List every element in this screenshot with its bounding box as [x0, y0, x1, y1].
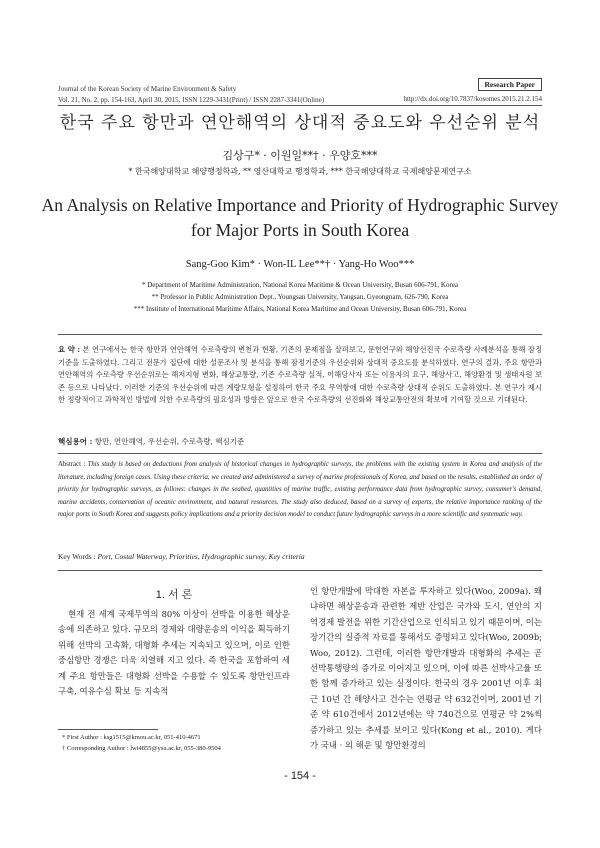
english-title	[0, 193, 600, 243]
body-left-column: 현재 전 세계 국제무역의 80% 이상이 선박을 이용한 해상운송에 의존하고 있다. 규모의 경제와 대량운송의 이익을 획득하기 위해 선박의 고속화, 대형화 추세는 지속되고 있으며, 이로 인한 중심항만 경쟁은 더욱 치열해 지고 있다. 즉 한국을 포함하여 세계 주요 항만들은 대형화 선박을 수용할 수 있도록 항만인프라 구축, 여유수심 확보 등 지속적	[58, 609, 290, 697]
korean-abstract-text: 본 연구에서는 한국 항만과 연안해역 수로측량의 변천과 현황, 기존의 문제점을 살펴보고, 문헌연구와 해양선진국 수로측량 사례분석을 통해 잠정기준을 도출하였다. 그리고 전문가 집단에 대한 설문조사 및 분석을 통해 잠정기준의 우선순위와 상대적 중요도를 분석하였다. 연구의 결과, 주요 항만과 연안해역의 수로측량 우선순위로는 해저지형 변화, 해상교통량, 기존 수로측량 실적, 이해당사자 또는 이용자의 요구, 해양사고, 해양환경 및 생태자원 보존 등으로 나타났다. 이러한 기준의 우선순위에 따른 계량모형을 설정하여 한국 주요 무역항에 대한 수로측량 상대적 순위도 도출하였다. 본 연구가 제시한 정량적이고 과학적인 방법에 의한 수로측량의 필요성과 방향은 앞으로 한국 수로측량의 선진화와 해상교통안전의 확보에 기여할 것으로 기대된다.	[58, 345, 542, 405]
page-number: - 154 -	[284, 770, 316, 782]
abstract-top-rule	[58, 334, 542, 335]
english-affiliation-3: *** Institute of International Maritime Affairs, National Korea Maritime and Ocean University, Busan 606-791, Korea	[133, 305, 467, 313]
doi-link[interactable]: http://dx.doi.org/10.7837/kosomes.2015.21.2.154	[403, 95, 542, 103]
research-paper-badge: Research Paper	[478, 78, 542, 91]
english-authors: Sang-Goo Kim* · Won-IL Lee**† · Yang-Ho Woo***	[185, 259, 415, 270]
journal-header	[58, 84, 324, 106]
english-affiliation-1: * Department of Maritime Administration, National Korea Maritime & Ocean University, Busan 606-791, Korea	[141, 281, 459, 289]
footnote-rule	[58, 729, 158, 730]
english-title-line1: An Analysis on Relative Importance and Priority of Hydrographic Survey	[41, 195, 559, 215]
korean-abstract	[58, 344, 542, 407]
english-abstract	[58, 459, 542, 522]
korean-title: 한국 주요 항만과 연안해역의 상대적 중요도와 우선순위 분석	[59, 113, 541, 133]
korean-abstract-label: 요 약 :	[58, 345, 81, 354]
english-abstract-label: Abstract :	[58, 461, 86, 468]
english-keywords-label: Key Words :	[58, 552, 96, 561]
section-heading: 1. 서 론	[155, 589, 193, 601]
korean-keywords-text: 항만, 연안해역, 우선순위, 수로측량, 핵심기준	[94, 437, 245, 446]
volume-info: Vol. 21, No. 2, pp. 154-163, April 30, 2015, ISSN 1229-3431(Print) / ISSN 2287-3341(Online)	[58, 96, 325, 104]
korean-affiliations: * 한국해양대학교 해양행정학과, ** 영산대학교 행정학과, *** 한국해양대학교 국제해양문제연구소	[128, 167, 472, 176]
korean-keywords-label: 핵심용어 :	[58, 437, 93, 446]
journal-name: Journal of the Korean Society of Marine Environment & Safety	[58, 85, 237, 93]
footnote-first-author: * First Author : ksg1515@kmou.ac.kr, 051-410-4671	[62, 734, 201, 741]
korean-authors: 김상구* · 이원일**† · 우양호***	[222, 149, 378, 162]
english-keywords-text: Port, Costal Waterway, Priorities, Hydrographic survey, Key criteria	[97, 552, 305, 561]
english-title-line2: for Major Ports in South Korea	[190, 220, 410, 240]
header-rule	[58, 105, 542, 106]
body-right-column: 인 항만개발에 막대한 자본을 투자하고 있다(Woo, 2009a). 왜냐하면 해상운송과 관련한 제반 산업은 국가와 도시, 연안의 지역경제 발전을 위한 기간산업으로 인식되고 있기 때문이며, 이는 장기간의 실증적 자료를 통해서도 증명되고 있다(Woo, 2009b; Woo, 2012). 그런데, 이러한 항만개발과 대형화의 추세는 곧 선박통행량의 증가로 이어지고 있으며, 이에 따른 선박사고율 또한 함께 증가하고 있는 실정이다. 한국의 경우 2001년 이후 최근 10년 간 해양사고 건수는 연평균 약 632건이며, 2001년 기준 약 610건에서 2012년에는 약 740건으로 연평균 약 2%씩 증가하고 있는 추세를 보이고 있다(Kong et al., 2010). 게다가 국내 · 외 해운 및 항만환경의	[310, 586, 542, 751]
english-abstract-text: This study is based on deductions from analysis of historical changes in hydrographic surveys, the problems with the existing system in Korea and analysis of the literature, including foreign cases. Using these criteria, we created and administered a survey of marine professionals of Korea, and based on the results, established an order of priority for hydrographic surveys, as follows: changes in the seabed, quantities of marine traffic, existing performance data from hydrographic survey, consumer's demand, marine accidents, conservation of oceanic environment, and natural resources. The study also deduced, based on a survey of experts, the relative importance ranking of the major ports in South Korea and suggests policy implications and a priority decision model to conduct future hydrographic surveys in a more scientific and systematic way.	[58, 461, 542, 519]
footnote-corresponding: † Corresponding Author : lwi4855@ysu.ac.kr, 055-380-9504	[62, 745, 221, 752]
english-affiliation-2: ** Professor in Public Administration Dept., Youngsan University, Yangsan, Gyeongnam, 626-790, Korea	[151, 293, 449, 301]
abstract-mid-rule	[58, 453, 542, 454]
english-keywords	[58, 552, 542, 561]
abstract-bottom-rule	[58, 570, 542, 571]
korean-keywords	[58, 436, 542, 447]
